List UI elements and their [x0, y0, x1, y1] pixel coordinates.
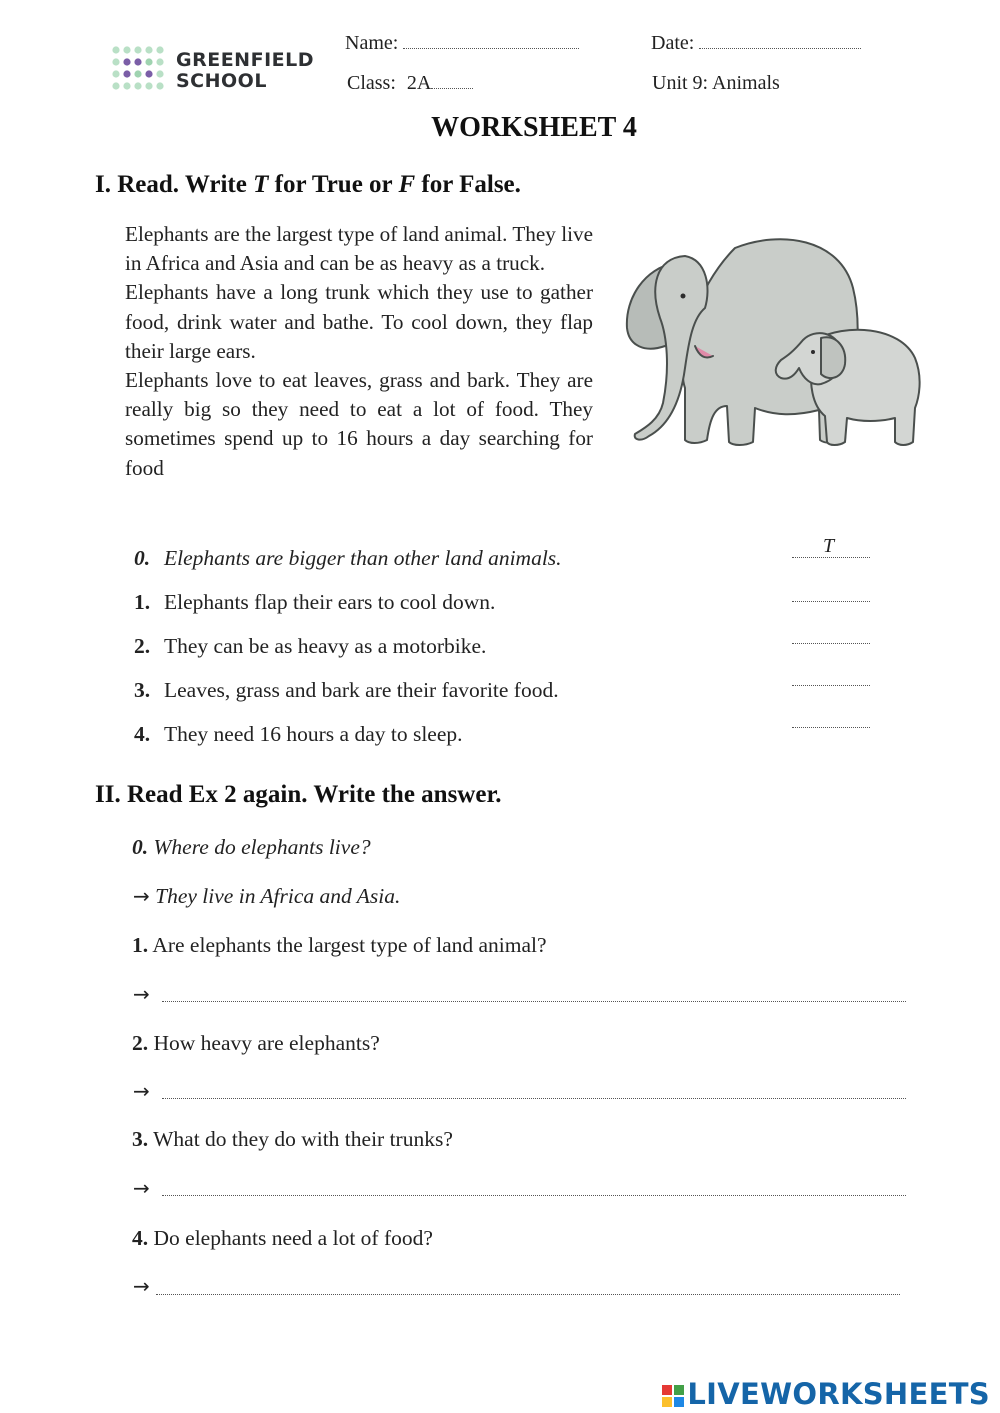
tf-item	[134, 678, 559, 703]
tf-item-text: Leaves, grass and bark are their favorite food.	[164, 678, 559, 702]
reading-passage	[125, 220, 593, 483]
tf-answer-blank[interactable]	[792, 587, 870, 602]
tf-item-number: 2.	[134, 634, 151, 658]
worksheet-title: WORKSHEET 4	[431, 112, 637, 143]
arrow-icon: →	[133, 884, 150, 908]
tf-answer-example: T	[823, 535, 835, 557]
date-blank[interactable]	[699, 34, 861, 49]
unit-label: Unit 9: Animals	[652, 72, 780, 94]
section1-heading-suffix: for False.	[415, 171, 521, 198]
question-number: 0.	[132, 835, 149, 859]
question-text: Do elephants need a lot of food?	[153, 1226, 433, 1250]
tf-item-number: 0.	[134, 546, 151, 570]
tf-item-text: They can be as heavy as a motorbike.	[164, 634, 487, 658]
elephants-illustration	[615, 228, 935, 463]
answer-blank[interactable]	[162, 1181, 906, 1196]
question-text: Where do elephants live?	[153, 835, 371, 859]
school-logo-icon	[112, 46, 166, 96]
tf-answer-blank[interactable]	[792, 671, 870, 686]
passage-paragraph: Elephants are the largest type of land animal. They live in Africa and Asia and can be as heavy as a truck.	[125, 222, 593, 276]
tf-item	[134, 722, 463, 747]
tf-item	[134, 634, 486, 659]
question-number: 1.	[132, 933, 149, 957]
tf-item	[134, 590, 495, 615]
answer-text: They live in Africa and Asia.	[155, 884, 401, 908]
example-answer	[133, 884, 400, 909]
answer-blank[interactable]	[156, 1280, 900, 1295]
question	[132, 1226, 433, 1251]
question-text: Are elephants the largest type of land animal?	[152, 933, 547, 957]
passage-paragraph: Elephants have a long trunk which they use to gather food, drink water and bathe. To cool down, they flap their large ears.	[125, 280, 593, 363]
class-value: 2A	[406, 72, 432, 94]
tf-item-number: 3.	[134, 678, 151, 702]
question-text: What do they do with their trunks?	[153, 1127, 453, 1151]
class-label: Class:	[347, 72, 396, 94]
section1-heading-t: T	[253, 171, 269, 198]
tf-answer-blank[interactable]	[792, 713, 870, 728]
school-logo-text	[176, 50, 314, 92]
tf-item-text: Elephants flap their ears to cool down.	[164, 590, 496, 614]
answer-blank[interactable]	[162, 987, 906, 1002]
arrow-icon: →	[133, 982, 150, 1006]
section1-heading-prefix: I. Read. Write	[95, 171, 254, 198]
question-text: How heavy are elephants?	[153, 1031, 380, 1055]
arrow-icon: →	[133, 1176, 150, 1200]
question-number: 3.	[132, 1127, 149, 1151]
question	[132, 1031, 380, 1056]
tf-item-number: 4.	[134, 722, 151, 746]
question-number: 2.	[132, 1031, 149, 1055]
question	[132, 933, 547, 958]
class-blank	[431, 74, 473, 89]
answer-blank[interactable]	[162, 1084, 906, 1099]
date-field[interactable]	[651, 32, 861, 55]
section1-heading-mid: for True or	[268, 171, 399, 198]
section1-heading-f: F	[398, 171, 416, 198]
section2-heading: II. Read Ex 2 again. Write the answer.	[95, 781, 502, 808]
tf-item	[134, 546, 562, 571]
tf-item-number: 1.	[134, 590, 151, 614]
arrow-icon: →	[133, 1079, 150, 1103]
example-question	[132, 835, 371, 860]
name-field[interactable]	[345, 32, 579, 55]
name-label: Name:	[345, 32, 399, 54]
class-field	[347, 72, 473, 95]
passage-paragraph: Elephants love to eat leaves, grass and bark. They are really big so they need to eat a lot of food. They sometimes spend up to 16 hours a day searching for food	[125, 368, 593, 480]
liveworksheets-brand[interactable]	[662, 1377, 990, 1411]
tf-item-text: They need 16 hours a day to sleep.	[164, 722, 463, 746]
school-name-line2: SCHOOL	[176, 70, 267, 92]
section1-heading	[95, 171, 521, 199]
arrow-icon: →	[133, 1274, 150, 1298]
date-label: Date:	[651, 32, 695, 54]
question-number: 4.	[132, 1226, 149, 1250]
brand-text: LIVEWORKSHEETS	[687, 1377, 990, 1411]
school-name-line1: GREENFIELD	[176, 49, 314, 71]
tf-item-text: Elephants are bigger than other land animals.	[164, 546, 562, 570]
tf-answer-blank[interactable]	[792, 629, 870, 644]
liveworksheets-logo-icon	[662, 1385, 684, 1407]
name-blank[interactable]	[403, 34, 579, 49]
question	[132, 1127, 453, 1152]
